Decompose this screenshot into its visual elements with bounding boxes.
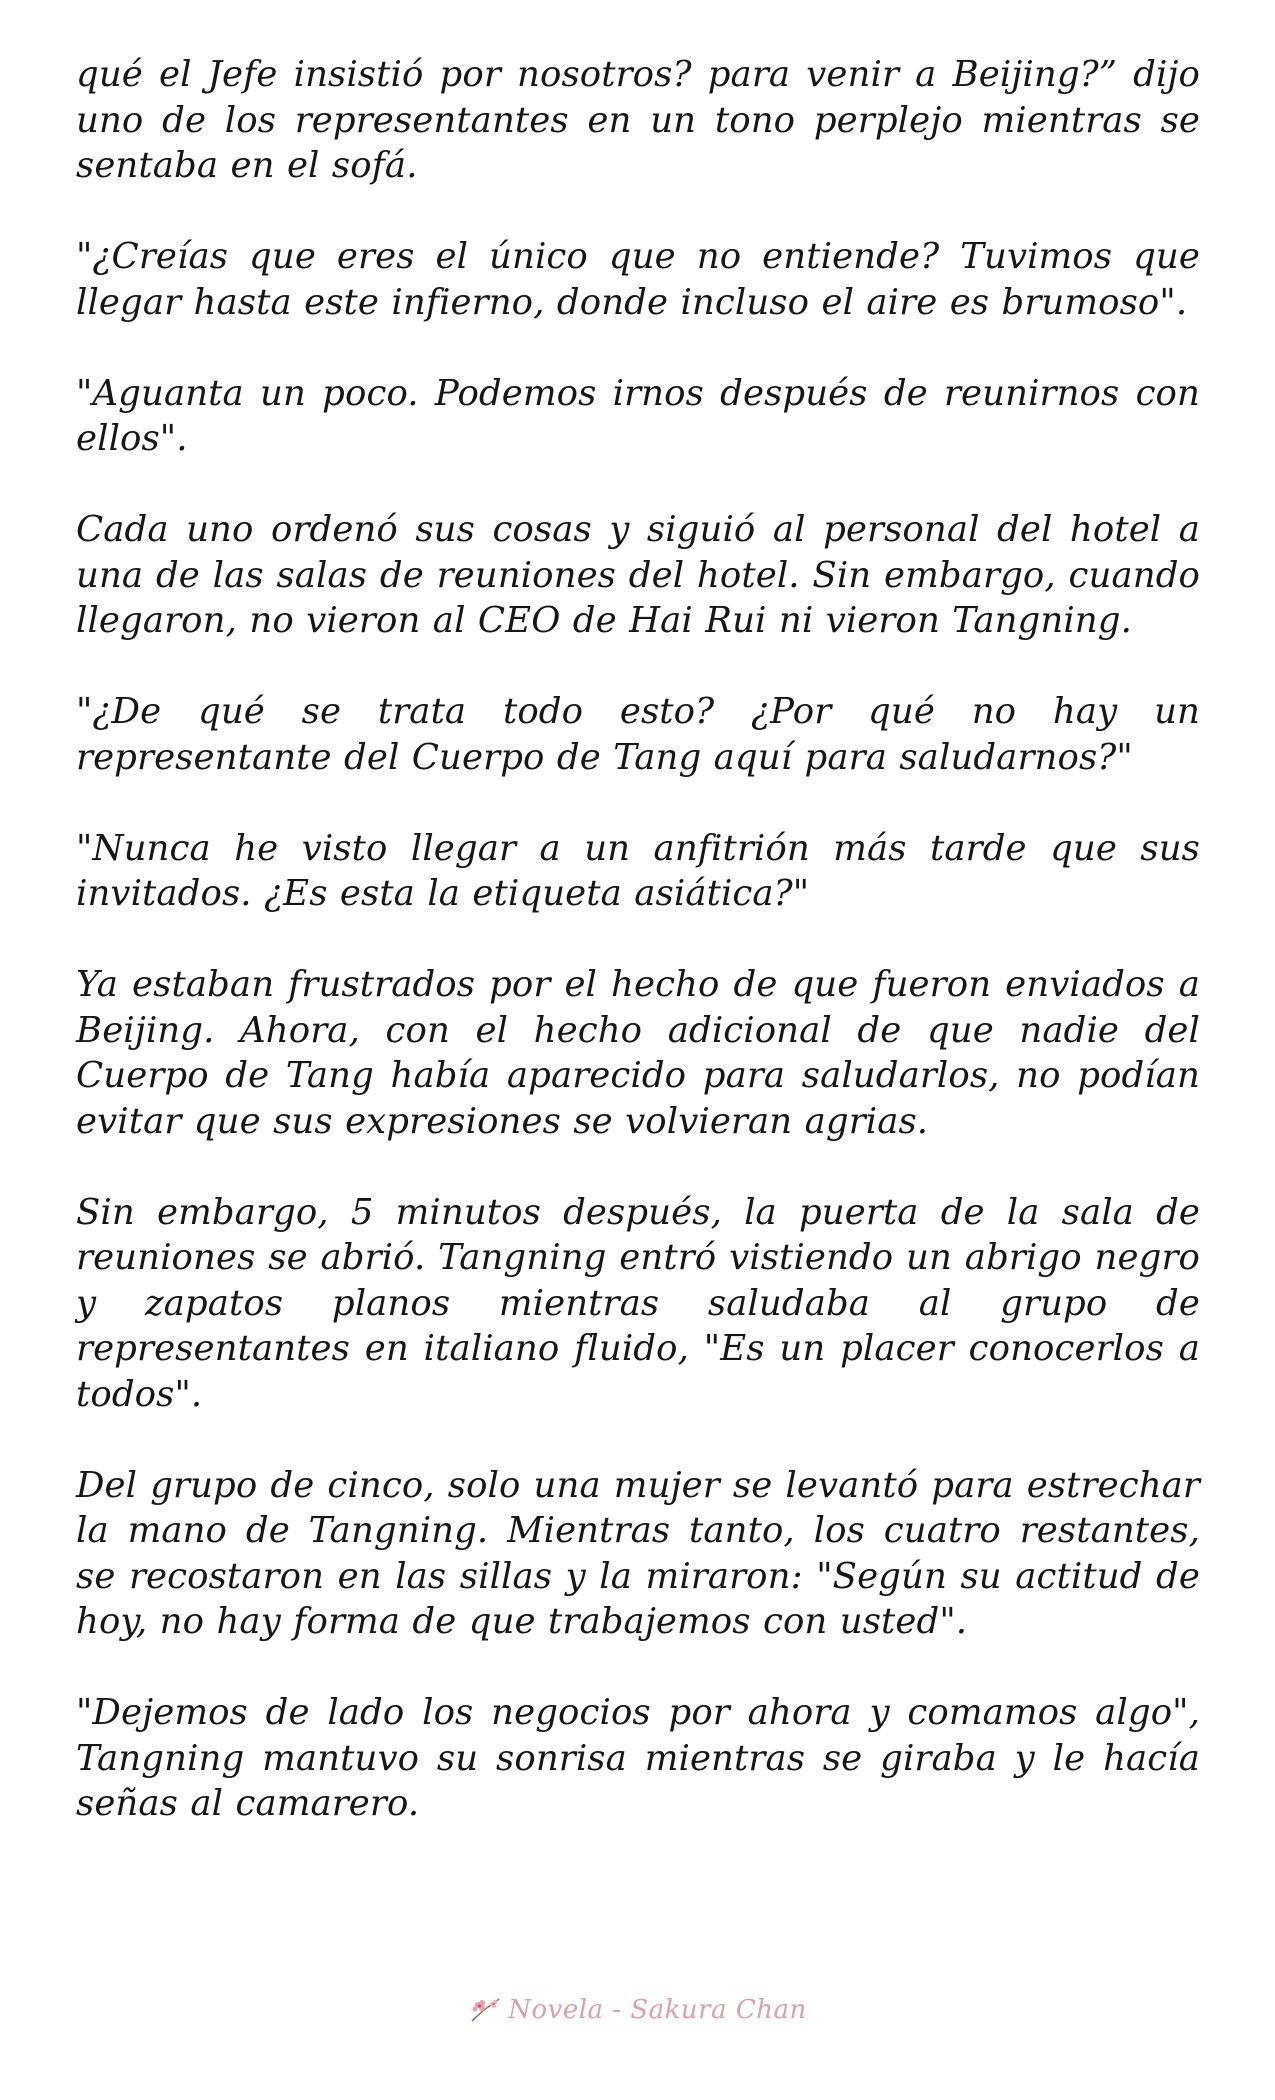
paragraph-5: "¿De qué se trata todo esto? ¿Por qué no hay un representante del Cuerpo de Tang aquí para saludarnos?" xyxy=(76,691,1200,778)
paragraph-6: "Nunca he visto llegar a un anfitrión más tarde que sus invitados. ¿Es esta la etiqueta asiática?" xyxy=(76,827,1200,914)
paragraph-3: "Aguanta un poco. Podemos irnos después de reunirnos con ellos". xyxy=(76,372,1200,459)
sakura-flower-icon xyxy=(468,1995,502,2025)
watermark xyxy=(0,1995,1275,2025)
watermark-text: Novela - Sakura Chan xyxy=(508,1995,807,2025)
paragraph-9: Del grupo de cinco, solo una mujer se levantó para estrechar la mano de Tangning. Mientras tanto, los cuatro restantes, se recostaron en las sillas y la miraron: "Según su actitud de hoy, no hay forma de que trabajemos con usted". xyxy=(76,1464,1200,1642)
paragraph-4: Cada uno ordenó sus cosas y siguió al personal del hotel a una de las salas de reuniones del hotel. Sin embargo, cuando llegaron, no vieron al CEO de Hai Rui ni vieron Tangning. xyxy=(76,509,1200,641)
paragraph-10: "Dejemos de lado los negocios por ahora y comamos algo", Tangning mantuvo su sonrisa mientras se giraba y le hacía señas al camarero. xyxy=(76,1692,1200,1824)
paragraph-7: Ya estaban frustrados por el hecho de que fueron enviados a Beijing. Ahora, con el hecho adicional de que nadie del Cuerpo de Tang había aparecido para saludarlos, no podían evitar que sus expresiones se volvieran agrias. xyxy=(76,964,1200,1142)
paragraph-8: Sin embargo, 5 minutos después, la puerta de la sala de reuniones se abrió. Tangning entró vistiendo un abrigo negro y zapatos planos mientras saludaba al grupo de representantes en italiano fluido, "Es un placer conocerlos a todos". xyxy=(76,1191,1200,1415)
paragraph-2: "¿Creías que eres el único que no entiende? Tuvimos que llegar hasta este infierno, donde incluso el aire es brumoso". xyxy=(76,236,1200,323)
document-body xyxy=(76,52,1200,1827)
paragraph-1: qué el Jefe insistió por nosotros? para venir a Beijing?” dijo uno de los representantes en un tono perplejo mientras se sentaba en el sofá. xyxy=(76,54,1200,186)
